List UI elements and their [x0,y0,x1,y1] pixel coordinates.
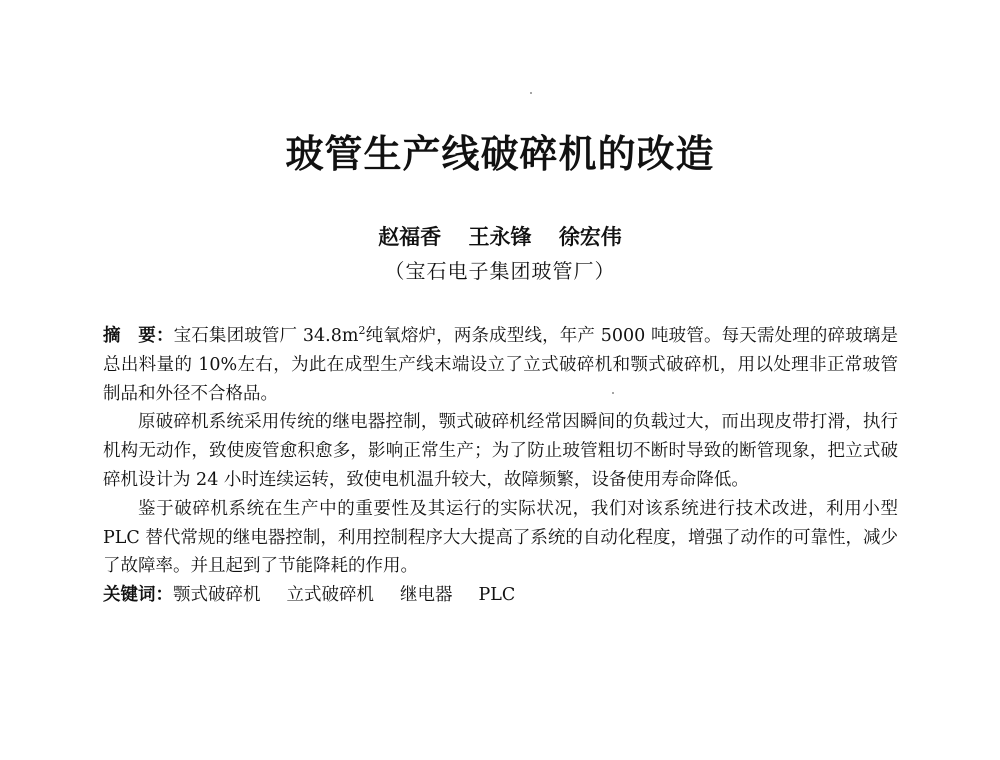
scan-speck [530,92,532,94]
keyword: 继电器 [400,585,453,606]
body-paragraph-1: 原破碎机系统采用传统的继电器控制，颚式破碎机经常因瞬间的负载过大，而出现皮带打滑，执行机构无动作，致使废管愈积愈多，影响正常生产；为了防止玻管粗切不断时导致的断管现象，把立式破碎机设计为 24 小时连续运转，致使电机温升较大，故障频繁，设备使用寿命降低。 [103,412,898,490]
body-paragraph-2: 鉴于破碎机系统在生产中的重要性及其运行的实际状况，我们对该系统进行技术改进，利用小型 PLC 替代常规的继电器控制，利用控制程序大大提高了系统的自动化程度，增强了动作的可靠性，减少了故障率。并且起到了节能降耗的作用。 [103,498,898,577]
keyword: PLC [478,585,516,606]
paper-title: 玻管生产线破碎机的改造 [285,132,715,176]
author-affiliation: （宝石电子集团玻管厂） [384,259,616,283]
abstract-text-start: 宝石集团玻管厂 34.8m [173,326,359,346]
author-name: 徐宏伟 [558,224,622,249]
area-superscript: 2 [358,324,366,338]
abstract-label: 摘 要： [103,326,174,346]
abstract-paragraph [103,322,898,408]
author-name: 王永锋 [468,224,532,249]
author-name: 赵福香 [378,224,442,249]
keywords-label: 关键词： [103,585,173,606]
author-list [0,222,1000,252]
abstract-text-end: 纯氧熔炉，两条成型线，年产 5000 吨玻管。每天需处理的碎玻璃是总出料量的 10%左右，为此在成型生产线末端设立了立式破碎机和颚式破碎机，用以处理非正常玻管制品和外径不合格品。 [103,326,899,404]
keyword: 立式破碎机 [286,585,374,606]
keywords-line [103,581,898,610]
article-body [103,322,898,610]
scan-speck [612,392,614,394]
keyword: 颚式破碎机 [173,585,261,606]
